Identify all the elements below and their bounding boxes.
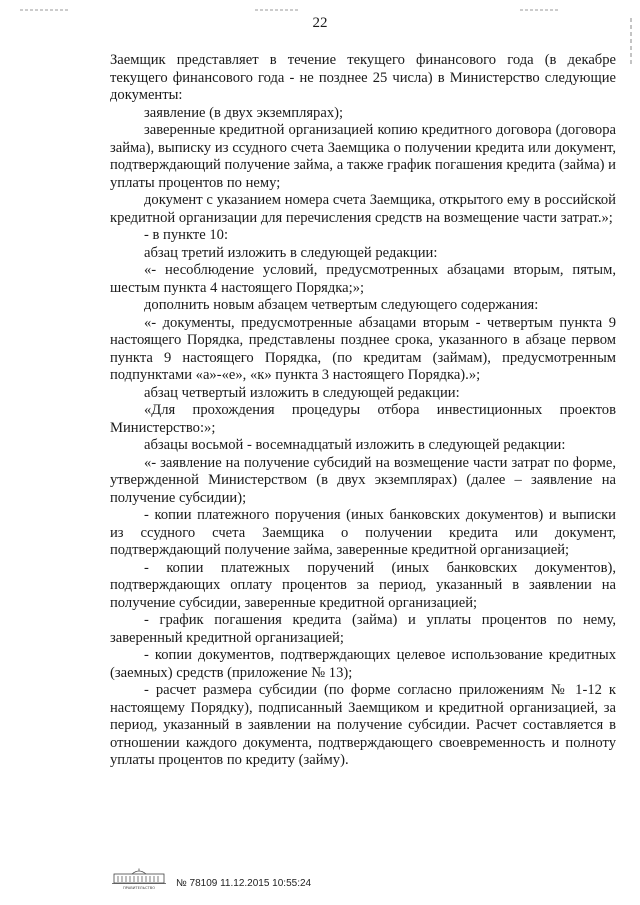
seal-caption: ПРАВИТЕЛЬСТВО — [122, 886, 156, 890]
paragraph: «- заявление на получение субсидий на возмещение части затрат по форме, утвержденной Министерством (в двух экземплярах) (далее – заявление на получение субсидии); — [110, 454, 616, 506]
paragraph: - копии документов, подтверждающих целевое использование кредитных (заемных) средств (приложение № 13); — [110, 647, 616, 681]
document-body — [110, 52, 616, 770]
paragraph: Заемщик представляет в течение текущего финансового года (в декабре текущего финансового года - не позднее 25 числа) в Министерство следующие документы: — [110, 52, 616, 103]
paragraph: - расчет размера субсидии (по форме согласно приложениям № 1-12 к настоящему Порядку), подписанный Заемщиком и кредитной организацией, за период, указанный в заявлении на получение субсидии. Расчет составляется в отношении каждого документа, подтверждающего своевременность и полноту уплаты процентов по кредиту (займу). — [110, 682, 616, 768]
paragraph: «Для прохождения процедуры отбора инвестиционных проектов Министерство:»; — [110, 402, 616, 436]
paragraph: «- документы, предусмотренные абзацами вторым - четвертым пункта 9 настоящего Порядка, представлены позднее срока, указанного в абзаце первом пункта 9 настоящего Порядка, (по кредитам (займам), предусмотренным подпунктами «а»-«е», «к» пункта 3 настоящего Порядка).»; — [110, 314, 616, 383]
footer — [110, 866, 510, 890]
paragraph: - копии платежного поручения (иных банковских документов) и выписки из ссудного счета Заемщика о получении кредита или документ, подтверждающий получение займа, заверенные кредитной организацией; — [110, 507, 616, 558]
paragraph: дополнить новым абзацем четвертым следующего содержания: — [144, 297, 539, 313]
paragraph: документ с указанием номера счета Заемщика, открытого ему в российской кредитной организации для перечисления средств на возмещение части затрат.»; — [110, 192, 616, 226]
government-building-seal-icon — [110, 868, 168, 890]
page-number: 22 — [312, 15, 328, 31]
paragraph: абзац четвертый изложить в следующей редакции: — [144, 384, 460, 401]
paragraph: - график погашения кредита (займа) и уплаты процентов по нему, заверенный кредитной организацией; — [110, 612, 616, 646]
paragraph: - копии платежных поручений (иных банковских документов), подтверждающих оплату процентов за период, указанный в заявлении на получение субсидии, заверенные кредитной организацией; — [110, 559, 616, 611]
document-stamp: № 78109 11.12.2015 10:55:24 — [176, 878, 312, 889]
paragraph: - в пункте 10: — [144, 227, 229, 243]
paragraph: «- несоблюдение условий, предусмотренных абзацами вторым, пятым, шестым пункта 4 настоящего Порядка;»; — [110, 262, 616, 296]
paragraph: заявление (в двух экземплярах); — [144, 104, 344, 121]
paragraph: абзацы восьмой - восемнадцатый изложить в следующей редакции: — [144, 437, 566, 453]
paragraph: абзац третий изложить в следующей редакции: — [144, 244, 438, 261]
scan-edge-mark — [0, 6, 640, 14]
paragraph: заверенные кредитной организацией копию кредитного договора (договора займа), выписку из ссудного счета Заемщика о получении кредита или документ, подтверждающий получение займа, а также график погашения кредита (займа) и уплаты процентов по нему; — [110, 122, 616, 191]
